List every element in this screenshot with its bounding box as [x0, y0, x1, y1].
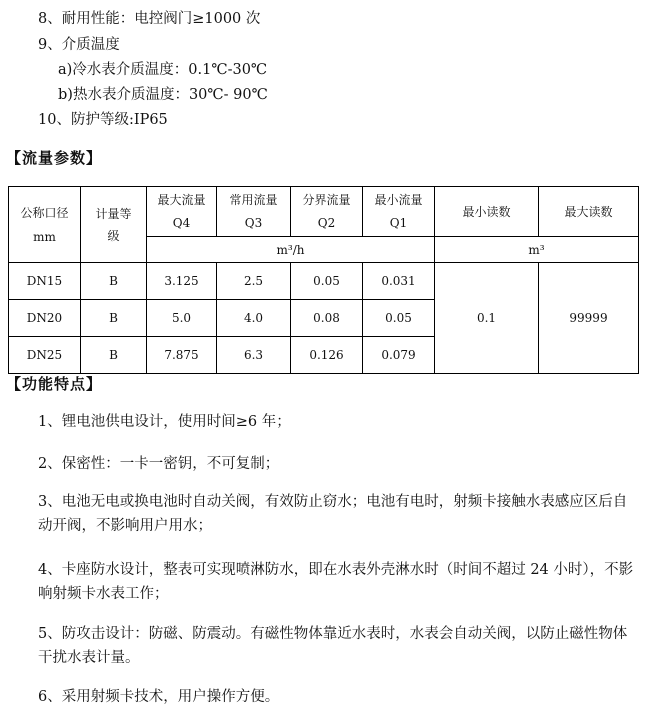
- spec-durability: 8、耐用性能：电控阀门≥1000 次: [38, 11, 261, 27]
- header-max-flow-label: 最大流量: [157, 193, 206, 207]
- spec-protection-grade: 10、防护等级:IP65: [38, 112, 168, 128]
- cell-q1: 0.079: [363, 337, 435, 374]
- cell-dn: DN15: [9, 263, 81, 300]
- header-min-flow: [363, 187, 435, 237]
- header-min-reading: 最小读数: [435, 187, 539, 237]
- header-common-flow-symbol: Q3: [244, 216, 263, 230]
- header-nominal-diameter-unit: mm: [33, 229, 56, 244]
- header-nominal-diameter: [9, 187, 81, 263]
- features-title: 【功能特点】: [6, 375, 103, 393]
- header-metering-grade-label: 计量等级: [95, 206, 132, 243]
- feature-item: 3、电池无电或换电池时自动关阀，有效防止窃水；电池有电时，射频卡接触水表感应区后自动开阀，不影响用户用水；: [38, 494, 628, 534]
- cell-q3: 2.5: [217, 263, 291, 300]
- spec-cold-water-temp: a)冷水表介质温度：0.1℃-30℃: [58, 62, 268, 78]
- cell-q4: 5.0: [147, 300, 217, 337]
- cell-grade: B: [81, 337, 147, 374]
- feature-item: 4、卡座防水设计，整表可实现喷淋防水，即在水表外壳淋水时（时间不超过 24 小时），不影响射频卡水表工作；: [38, 562, 634, 602]
- feature-item: 5、防攻击设计：防磁、防震动。有磁性物体靠近水表时，水表会自动关阀，以防止磁性物体干扰水表计量。: [38, 626, 628, 666]
- header-boundary-flow-label: 分界流量: [302, 193, 351, 207]
- cell-q4: 7.875: [147, 337, 217, 374]
- header-max-flow: [147, 187, 217, 237]
- unit-flow: m³/h: [147, 237, 435, 263]
- header-common-flow: [217, 187, 291, 237]
- cell-grade: B: [81, 263, 147, 300]
- header-nominal-diameter-label: 公称口径: [20, 205, 69, 220]
- feature-item: 6、采用射频卡技术，用户操作方便。: [38, 689, 280, 705]
- header-min-flow-label: 最小流量: [374, 193, 423, 207]
- header-common-flow-label: 常用流量: [229, 193, 278, 207]
- cell-q1: 0.05: [363, 300, 435, 337]
- header-max-reading: 最大读数: [539, 187, 639, 237]
- flow-params-title: 【流量参数】: [6, 149, 103, 167]
- header-boundary-flow-symbol: Q2: [317, 216, 336, 230]
- cell-grade: B: [81, 300, 147, 337]
- cell-q4: 3.125: [147, 263, 217, 300]
- header-boundary-flow: [291, 187, 363, 237]
- unit-reading: m³: [435, 237, 639, 263]
- cell-q2: 0.126: [291, 337, 363, 374]
- feature-item: 1、锂电池供电设计，使用时间≥6 年；: [38, 414, 291, 430]
- cell-q2: 0.05: [291, 263, 363, 300]
- cell-dn: DN25: [9, 337, 81, 374]
- cell-max-reading: 99999: [539, 263, 639, 374]
- cell-q1: 0.031: [363, 263, 435, 300]
- cell-dn: DN20: [9, 300, 81, 337]
- spec-medium-temp: 9、介质温度: [38, 37, 120, 53]
- header-min-flow-symbol: Q1: [389, 216, 408, 230]
- cell-min-reading: 0.1: [435, 263, 539, 374]
- header-max-flow-symbol: Q4: [172, 216, 191, 230]
- cell-q2: 0.08: [291, 300, 363, 337]
- spec-hot-water-temp: b)热水表介质温度：30℃- 90℃: [58, 87, 268, 103]
- flow-params-table: [8, 186, 639, 374]
- cell-q3: 4.0: [217, 300, 291, 337]
- header-metering-grade: [81, 187, 147, 263]
- feature-item: 2、保密性：一卡一密钥，不可复制；: [38, 456, 280, 472]
- cell-q3: 6.3: [217, 337, 291, 374]
